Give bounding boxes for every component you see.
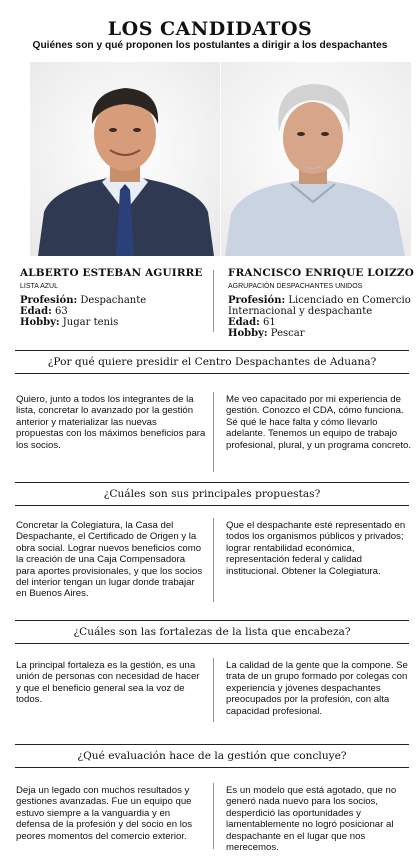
- answer-loizzo: La calidad de la gente que la compone. Se trata de un grupo formado por colegas con experiencia y jóvenes despachantes preocupados por la profesión, con alta capacidad profesional.: [226, 660, 408, 717]
- answer-aguirre: La principal fortaleza es la gestión, es una unión de personas con necesidad de hacer y que el beneficio general sea la voz de todos.: [16, 660, 200, 706]
- candidate-hobby: Hobby: Jugar tenis: [20, 317, 119, 328]
- candidate-name: FRANCISCO ENRIQUE LOIZZO: [228, 267, 414, 279]
- question-heading: ¿Cuáles son las fortalezas de la lista que encabeza?: [15, 620, 409, 644]
- candidate-info-aguirre: [20, 268, 220, 328]
- answer-divider: [213, 518, 214, 602]
- column-divider: [213, 270, 214, 332]
- answer-aguirre: Quiero, junto a todos los integrantes de la lista, concretar lo avanzado por la gestión anterior y materializar las nuevas propuestas con los máximos beneficios para los socios.: [16, 394, 206, 451]
- page-title: LOS CANDIDATOS: [107, 18, 313, 40]
- question-heading: ¿Cuáles son sus principales propuestas?: [15, 482, 409, 506]
- candidate-hobby: Hobby: Pescar: [228, 328, 305, 339]
- answer-divider: [213, 658, 214, 722]
- answer-loizzo: Me veo capacitado por mi experiencia de gestión. Conozco el CDA, cómo funciona. Sé qué le hace falta y cómo llevarlo adelante. Tenemos un equipo de trabajo profesional, plural, y un programa concreto.: [226, 394, 412, 451]
- answer-divider: [213, 783, 214, 849]
- candidate-photo-loizzo: [221, 62, 411, 256]
- question-heading: ¿Por qué quiere presidir el Centro Despachantes de Aduana?: [15, 350, 409, 374]
- candidate-info-loizzo: [228, 268, 420, 339]
- answer-loizzo: Es un modelo que está agotado, que no generó nada nuevo para los socios, desperdició las oportunidades y lamentablemente no logró posicionar al despachante en el lugar que nos merecemos.: [226, 785, 397, 854]
- candidate-photo-aguirre: [30, 62, 220, 256]
- candidate-list: AGRUPACIÓN DESPACHANTES UNIDOS: [228, 283, 363, 290]
- answer-divider: [213, 392, 214, 472]
- answer-loizzo: Que el despachante esté representado en todos los organismos públicos y privados; lograr rentabilidad económica, representación federal y calidad institucional. Obtener la Colegiatura.: [226, 520, 406, 577]
- page-subtitle: Quiénes son y qué proponen los postulantes a dirigir a los despachantes: [32, 40, 388, 51]
- question-heading: ¿Qué evaluación hace de la gestión que concluye?: [15, 744, 409, 768]
- candidate-profesion: Profesión: Despachante: [20, 295, 147, 306]
- candidate-list: LISTA AZUL: [20, 283, 58, 290]
- candidate-name: ALBERTO ESTEBAN AGUIRRE: [20, 267, 203, 279]
- answer-aguirre: Deja un legado con muchos resultados y gestiones avanzadas. Fue un equipo que estuvo siempre a la vanguardia y en defensa de la profesión y del socio en los peores momentos del comercio exterior.: [16, 785, 192, 842]
- candidate-profesion: Profesión: Licenciado en Comercio Internacional y despachante: [228, 295, 411, 317]
- candidate-edad: Edad: 61: [228, 317, 276, 328]
- answer-aguirre: Concretar la Colegiatura, la Casa del Despachante, el Certificado de Origen y la obra social. Lograr nuevos beneficios como la creación de una Caja Compensadora para aportes provisionales, y que los socios del interior tengan un lugar donde trabajar en Buenos Aires.: [16, 520, 203, 600]
- candidate-edad: Edad: 63: [20, 306, 68, 317]
